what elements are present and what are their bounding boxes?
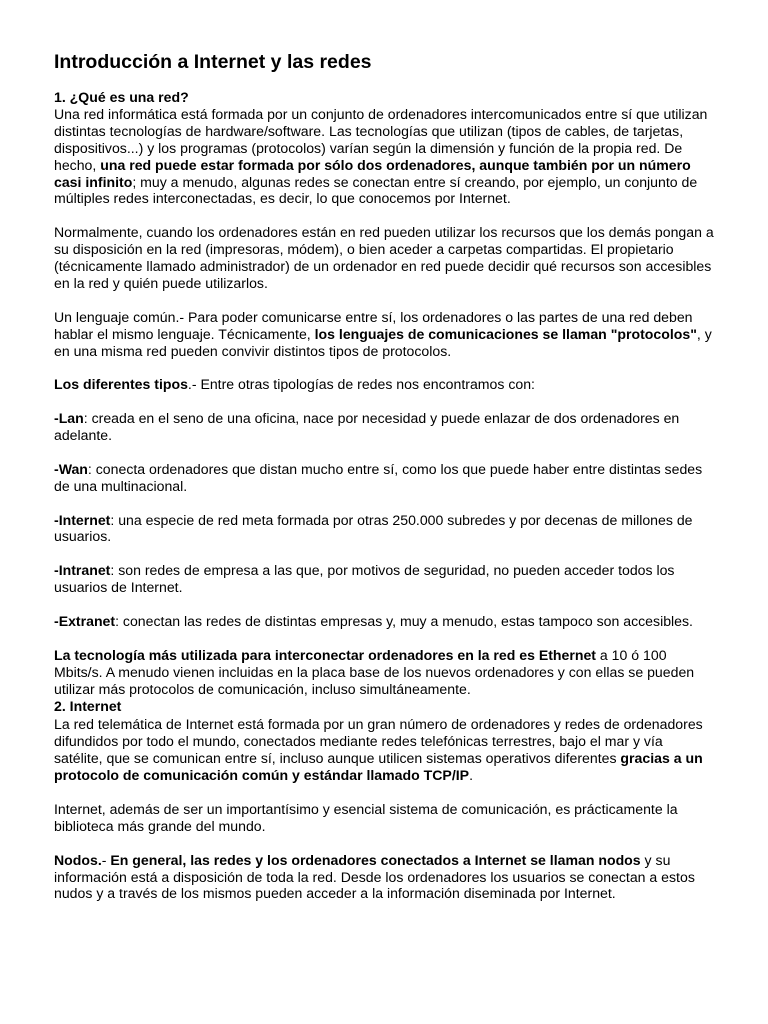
section-1-intro xyxy=(54,89,714,207)
type-term: -Extranet xyxy=(54,612,116,629)
list-item xyxy=(54,512,714,546)
paragraph-ethernet xyxy=(54,647,714,698)
paragraph-text: Un lenguaje común.- Para poder comunicarse entre sí, los ordenadores o las partes de una red deben hablar el mismo lenguaje. Técnicamente, xyxy=(54,308,693,342)
type-description: : conecta ordenadores que distan mucho entre sí, como los que puede haber entre distintas sedes de una multinacional. xyxy=(54,460,703,494)
paragraph-text: y su información está a disposición de toda la red. Desde los ordenadores los usuarios se conectan a estos nudos y a través de los mismos pueden acceder a la información diseminada por Internet. xyxy=(54,851,695,902)
type-description: : son redes de empresa a las que, por motivos de seguridad, no pueden acceder todos los usuarios de Internet. xyxy=(54,562,675,596)
paragraph-text: ; muy a menudo, algunas redes se conectan entre sí creando, por ejemplo, un conjunto de múltiples redes interconectadas, es decir, lo que conocemos por Internet. xyxy=(54,173,698,207)
bold-text: En general, las redes y los ordenadores conectados a Internet se llaman nodos xyxy=(110,851,641,868)
list-item xyxy=(54,613,714,630)
bold-text: Los diferentes tipos xyxy=(54,376,188,393)
type-description: : una especie de red meta formada por otras 250.000 subredes y por decenas de millones de usuarios. xyxy=(54,511,693,545)
bold-text: La tecnología más utilizada para interconectar ordenadores en la red es Ethernet xyxy=(54,646,596,663)
document-title: Introducción a Internet y las redes xyxy=(54,51,372,73)
bold-text: Nodos. xyxy=(54,851,102,868)
paragraph-internet xyxy=(54,716,714,784)
type-term: -Lan xyxy=(54,410,84,427)
type-term: -Wan xyxy=(54,460,88,477)
section-2-heading: 2. Internet xyxy=(54,698,122,715)
section-2-intro xyxy=(54,698,714,715)
list-item xyxy=(54,410,714,444)
paragraph-types xyxy=(54,376,714,393)
paragraph-language xyxy=(54,309,714,360)
paragraph-text: .- Entre otras tipologías de redes nos encontramos con: xyxy=(187,376,535,393)
bold-text: una red puede estar formada por sólo dos ordenadores, aunque también por un número casi infinito xyxy=(54,156,691,190)
paragraph-text: La red telemática de Internet está formada por un gran número de ordenadores y redes de ordenadores difundidos por todo el mundo, conectados mediante redes telefónicas terrestres, bajo el mar y vía satélite, que se comunican entre sí, incluso aunque utilicen sistemas operativos diferentes xyxy=(54,716,703,767)
paragraph-library: Internet, además de ser un importantísimo y esencial sistema de comunicación, es prácticamente la biblioteca más grande del mundo. xyxy=(54,800,678,834)
section-1-heading: 1. ¿Qué es una red? xyxy=(54,89,189,105)
paragraph-resources: Normalmente, cuando los ordenadores están en red pueden utilizar los recursos que los demás pongan a su disposición en la red (impresoras, módem), o bien aceder a carpetas compartidas. El propietario (técnicamente llamado administrador) de un ordenador en red puede decidir qué recursos son accesibles en la red y quién puede utilizarlos. xyxy=(54,224,714,291)
bold-text: gracias a un protocolo de comunicación común y estándar llamado TCP/IP xyxy=(54,750,703,784)
paragraph-text: , y en una misma red pueden convivir distintos tipos de protocolos. xyxy=(54,325,712,359)
paragraph-text: - xyxy=(101,851,111,868)
type-term: -Internet xyxy=(54,511,111,528)
paragraph-text: a 10 ó 100 Mbits/s. A menudo vienen incluidas en la placa base de los nuevos ordenadores y con ellas se pueden utilizar más protocolos de comunicación, incluso simultáneamente. xyxy=(54,646,695,697)
type-term: -Intranet xyxy=(54,562,111,579)
paragraph-text: Una red informática está formada por un conjunto de ordenadores intercomunicados entre sí que utilizan distintas tecnologías de hardware/software. Las tecnologías que utilizan (tipos de cables, de tarjetas, dispositivos...) y los programas (protocolos) varían según la dimensión y función de la propia red. De hecho, xyxy=(54,105,708,173)
type-description: : creada en el seno de una oficina, nace por necesidad y puede enlazar de dos ordenadores en adelante. xyxy=(54,410,680,444)
paragraph-text: . xyxy=(469,767,473,784)
list-item xyxy=(54,562,714,596)
bold-text: los lenguajes de comunicaciones se llaman "protocolos" xyxy=(314,325,697,342)
list-item xyxy=(54,461,714,495)
type-description: : conectan las redes de distintas empresas y, muy a menudo, estas tampoco son accesibles. xyxy=(115,612,693,629)
paragraph-nodes xyxy=(54,852,714,903)
